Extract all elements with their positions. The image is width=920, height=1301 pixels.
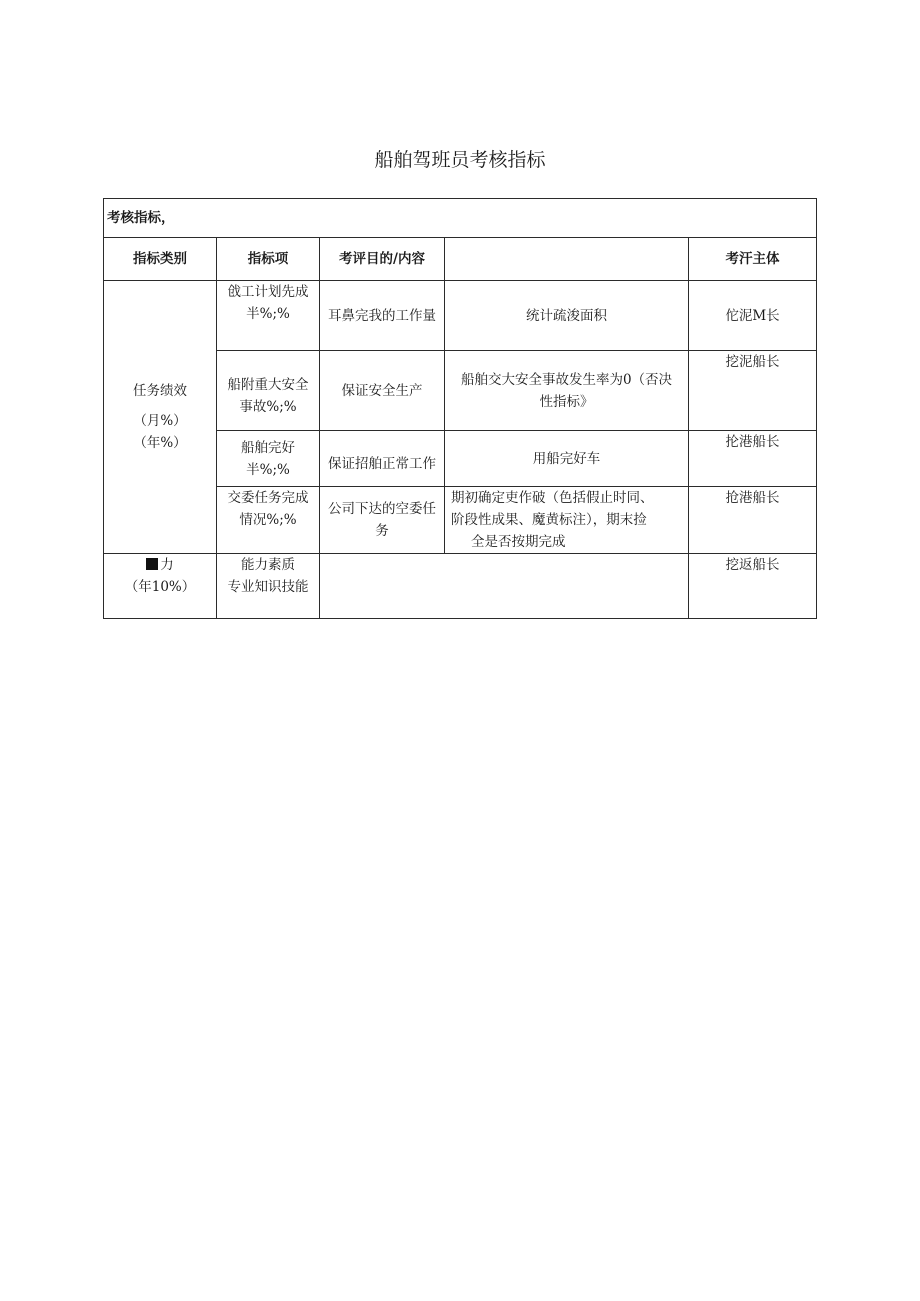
table-row	[104, 281, 817, 351]
category-ability: 力 （年10%）	[104, 554, 217, 619]
subject-cell: 佗泥M长	[689, 281, 817, 351]
header-purpose: 考评目的/内容	[320, 238, 445, 281]
category-monthly: （月%）	[133, 413, 187, 429]
filled-square-icon	[146, 558, 158, 570]
detail-cell: 船舶交大安全事故发生率为0（否决 性指标》	[445, 351, 689, 431]
category-yearly: （年%）	[133, 435, 187, 451]
item-cell: 船舶完好 半%;%	[217, 431, 320, 487]
table-header-row	[104, 238, 817, 281]
subject-cell: 抡港船长	[689, 431, 817, 487]
subject-cell: 抢港船长	[689, 487, 817, 554]
table-label-row	[104, 199, 817, 238]
subject-cell: 挖返船长	[689, 554, 817, 619]
item-cell: 交委任务完成 情况%;%	[217, 487, 320, 554]
purpose-cell: 公司下达的空委任 务	[320, 487, 445, 554]
category-task-performance	[104, 281, 217, 554]
purpose-cell: 耳鼻完我的工作量	[320, 281, 445, 351]
detail-cell: 用船完好车	[445, 431, 689, 487]
subject-cell: 挖泥船长	[689, 351, 817, 431]
item-cell: 能力素质 专业知识技能	[217, 554, 320, 619]
item-cell: 船附重大安全 事故%;%	[217, 351, 320, 431]
purpose-cell	[320, 554, 689, 619]
header-item: 指标项	[217, 238, 320, 281]
detail-cell: 统计疏浚面积	[445, 281, 689, 351]
item-cell: 戗工计划先成 半%;%	[217, 281, 320, 351]
detail-cell: 期初确定吏作破（色括假止时同、 阶段性成果、魔黄标注），期末捡 全是否按期完成	[445, 487, 689, 554]
purpose-cell: 保证安全生产	[320, 351, 445, 431]
assessment-table	[103, 198, 817, 619]
page-title: 船舶驾班员考核指标	[374, 149, 546, 171]
header-category: 指标类别	[104, 238, 217, 281]
category-name: 任务绩效	[133, 383, 187, 399]
purpose-cell: 保证招舶正常工作	[320, 431, 445, 487]
table-row	[104, 554, 817, 619]
header-subject: 考汗主体	[689, 238, 817, 281]
table-label: 考核指标，	[104, 199, 817, 238]
header-detail	[445, 238, 689, 281]
